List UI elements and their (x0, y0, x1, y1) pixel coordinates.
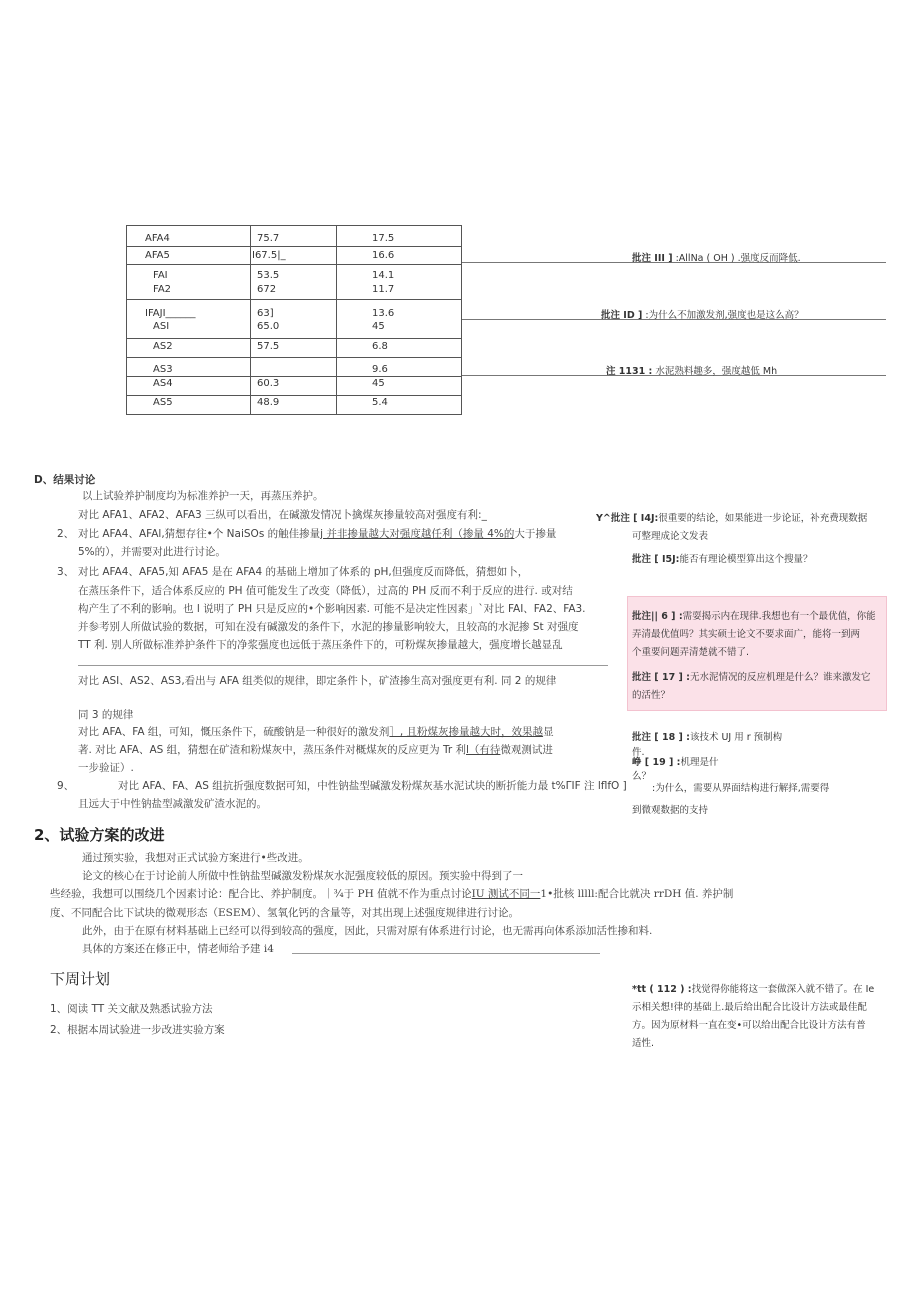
paragraph: 论文的核心在于讨论前人所做中性钠盐型碱激发粉煤灰水泥强度较低的原因。预实验中得到了一 (82, 870, 523, 882)
table-cell: I67.5|_ (252, 250, 286, 261)
paragraph: TT 利. 别人所做标准养护条件下的净浆强度也远低于蒸压条件下的，可粉煤灰掺量越大，强度增长越显乱 (78, 639, 563, 651)
comment-note[interactable]: 批注 ID ] :为什么不加激发剂,强度也是这么高？ (601, 310, 804, 321)
paragraph: 对比 AFA、FA 组，可知，慨压条件下，硫酸钠是一种很好的激发剂］, 且粉煤灰掺量越大时，效果越显 (78, 726, 554, 738)
comment-note: :为什么，需要从界面结构进行解择,需要得 (652, 783, 830, 794)
table-row-name: AFA5 (145, 250, 170, 261)
comment-note: 方。因为原材料一直在变•可以给出配合比设计方法有普 (632, 1020, 866, 1031)
paragraph: 并参考别人所做试验的数据，可知在没有碱激发的条件下，水泥的掺量影响较大，且较高的水泥掺 St 对强度 (78, 621, 579, 633)
paragraph: 对比 AFA、FA、AS 组抗折强度数据可知，中性钠盐型碱激发粉煤灰基水泥试块的断折能力最 t%ΓIF 注 lflfO ] (118, 780, 627, 792)
table-cell: 53.5 (257, 270, 280, 281)
paragraph: 对比 AFA4、AFAl,猜想存往•个 NaiSOs 的触佳掺量j 并非掺量越大对强度越任利（掺量 4%的大于掺量 (78, 528, 557, 540)
paragraph: 著. 对比 AFA、AS 组，猜想在矿渣和粉煤灰中，蒸压条件对概煤灰的反应更为 Tr 利l（有待微观测试进 (78, 744, 553, 756)
list-number: 2、 (57, 528, 75, 540)
paragraph: 些经验，我想可以围绕几个因素讨论：配合比、养护制度。｜¾于 PH 值就不作为重点讨论IU 测试不同一1•批核 lllll:配合比就决 rrDH 值. 养护制 (50, 888, 734, 900)
paragraph: 通过预实验，我想对正式试验方案进行•些改进。 (82, 852, 309, 864)
table-cell: 48.9 (257, 397, 280, 408)
table-cell: 60.3 (257, 378, 280, 389)
table-cell: 9.6 (372, 364, 388, 375)
section-heading: 2、试验方案的改进 (34, 826, 165, 844)
comment-note: 示相关想!律的基础上.最后给出配合比设计方法或最佳配 (632, 1002, 867, 1013)
table-row-name: AFA4 (145, 233, 170, 244)
paragraph: 具体的方案还在修正中，情老师给予建 i4 (82, 943, 274, 955)
comment-note: 么？ (632, 771, 652, 782)
table-row-name: ASI (153, 321, 170, 332)
table-row-name: AS5 (153, 397, 173, 408)
table-cell: 14.1 (372, 270, 395, 281)
comment-note[interactable]: *tt ( 112 ) :找觉得你能将这一套做深入就不错了。在 Ie (632, 984, 875, 995)
comment-note: 到微观数据的支持 (632, 805, 709, 816)
comment-note[interactable]: 批注 [ 18 ] :该技术 UJ 用 r 预制构 (632, 732, 783, 743)
comment-note[interactable]: 批注 [ 17 ] :无水泥情况的反应机理是什么？谁来激发它 (632, 672, 871, 683)
table-cell: 672 (257, 284, 277, 295)
paragraph: 同 3 的规律 (78, 709, 134, 721)
table-row-name: AS2 (153, 341, 173, 352)
comment-note[interactable]: 峥 [ 19 ] :机理是什 (632, 757, 719, 768)
comment-note[interactable]: 批注 [ I5J:能否有理论模型算出这个搜量？ (632, 554, 813, 565)
table-row-name: AS4 (153, 378, 173, 389)
table-row-name: FAI (153, 270, 168, 281)
comment-note[interactable]: Y^批注 [ I4J:很重要的结论，如果能进一步论证，补充费现数据 (596, 513, 868, 524)
paragraph: 对比 ASI、AS2、AS3,看出与 AFA 组类似的规律，即定条件卜，矿渣掺生高对强度更有利. 同 2 的规律 (78, 675, 557, 687)
paragraph: 一步验证）. (78, 762, 134, 774)
comment-note: 的活性？ (632, 690, 671, 701)
paragraph: 度、不同配合比下试块的微观形态（ESEM）、氢氧化钙的含量等，对其出现上述强度规律进行讨论。 (50, 907, 520, 919)
comment-note: 可整理成论文发表 (632, 531, 709, 542)
table-row-name: AS3 (153, 364, 173, 375)
table-cell: 45 (372, 378, 385, 389)
comment-note: 个重要问题弄清楚就不错了. (632, 647, 750, 658)
paragraph: 5%的），并需要对此进行讨论。 (78, 546, 226, 558)
table-cell: 17.5 (372, 233, 395, 244)
table-cell: 13.6 (372, 308, 395, 319)
paragraph: 此外，由于在原有材料基础上已经可以得到较高的强度，因此，只需对原有体系进行讨论，也无需再向体系添加活性掺和料. (82, 925, 653, 937)
table-cell: 57.5 (257, 341, 280, 352)
table-cell: 65.0 (257, 321, 280, 332)
list-item: 2、根据本周试验进一步改进实验方案 (50, 1024, 225, 1036)
table-cell: 6.8 (372, 341, 388, 352)
list-item: 1、阅读 TT 关文献及熟悉试验方法 (50, 1003, 213, 1015)
comment-note: 弄清最优值吗？其实硕士论文不要求面广，能将一到两 (632, 629, 861, 640)
table-cell: 45 (372, 321, 385, 332)
table-cell: 16.6 (372, 250, 395, 261)
paragraph: 对比 AFA1、AFA2、AFA3 三纵可以看出，在碱激发情况卜擒煤灰掺量较高对强度有利:_ (78, 509, 487, 521)
comment-note: 适性. (632, 1038, 655, 1049)
comment-note: 件. (632, 747, 645, 758)
list-number: 3、 (57, 566, 75, 578)
plan-heading: 下周计划 (50, 970, 111, 988)
table-row-name: FA2 (153, 284, 172, 295)
table-cell: 11.7 (372, 284, 395, 295)
paragraph: 构产生了不利的影响。也 l 说明了 PH 只是反应的•个影响因素. 可能不是决定性因素」`对比 FAI、FA2、FA3. (78, 603, 586, 615)
comment-note[interactable]: 批注 III ] :AllNa ( OH ) .强度反而降低. (632, 253, 801, 264)
table-cell: 75.7 (257, 233, 280, 244)
table-cell: 5.4 (372, 397, 388, 408)
comment-note[interactable]: 注 1131 : 水泥熟料趣多，强度越低 Mh (606, 366, 778, 377)
paragraph: 对比 AFA4、AFA5,知 AFA5 是在 AFA4 的基础上增加了体系的 pH,但强度反而降低，猜想如卜， (78, 566, 529, 578)
section-heading: D、结果讨论 (34, 474, 96, 486)
comment-note[interactable]: 批注|| 6 ] :需耍揭示内在现律.我想也有一个最优值，你能 (632, 611, 876, 622)
paragraph: 在蒸压条件下，适合体系反应的 PH 值可能发生了改变（降低），过高的 PH 反而不利于反应的进行. 或对结 (78, 585, 573, 597)
list-number: 9、 (57, 780, 75, 792)
table-cell: 63] (257, 308, 274, 319)
paragraph: 以上试验养护制度均为标准养护一天，再蒸压养护。 (82, 490, 324, 502)
table-row-name: IFAJI______ (145, 308, 196, 319)
paragraph: 且远大于中性钠盐型减激发矿渣水泥的。 (78, 798, 267, 810)
